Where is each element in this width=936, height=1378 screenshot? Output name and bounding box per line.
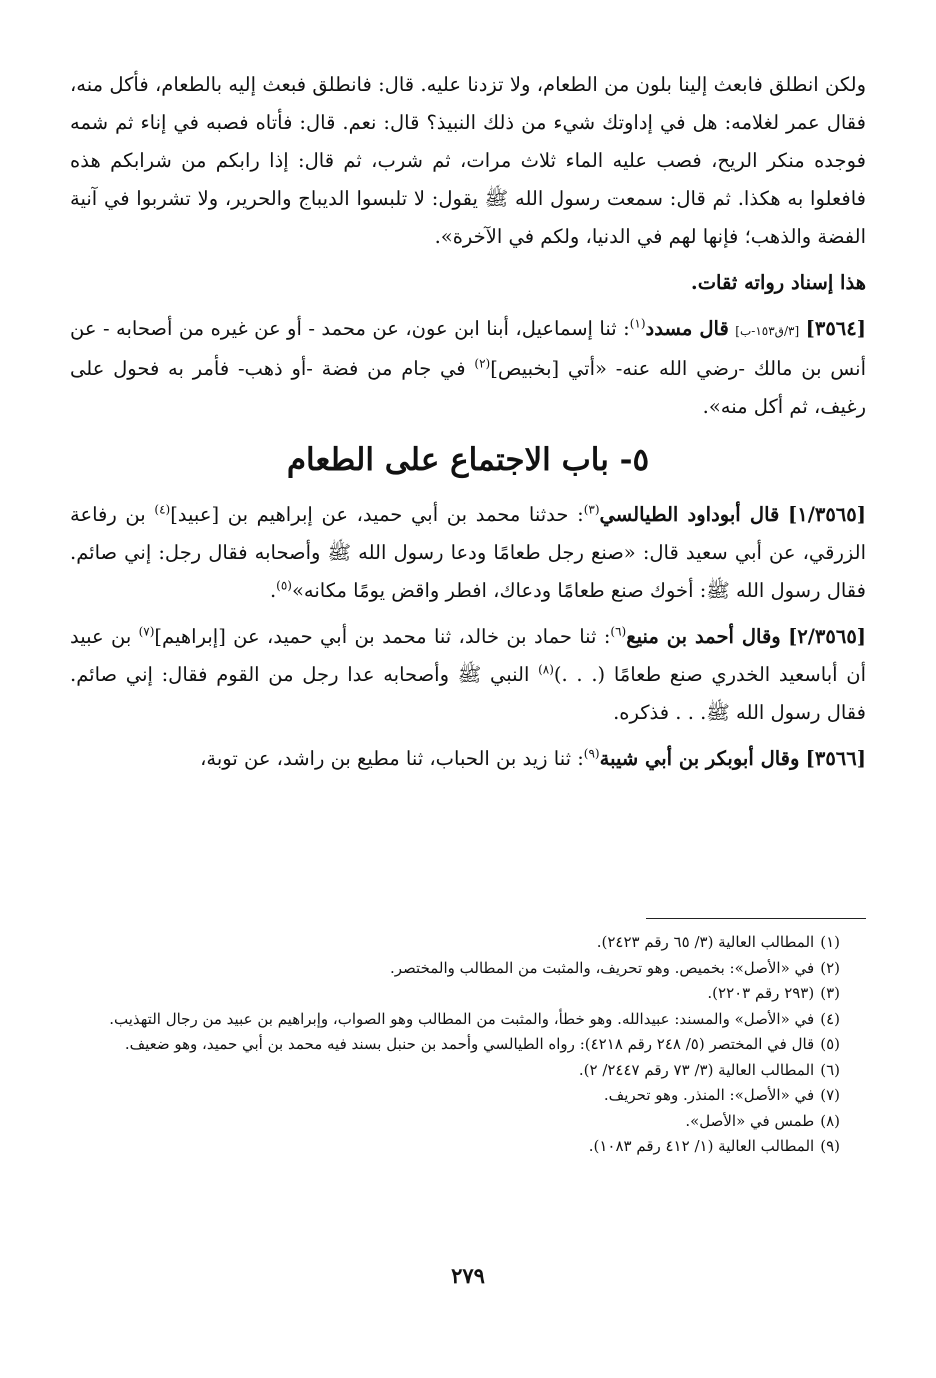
footnote-number: (٩) bbox=[820, 1137, 840, 1155]
narrator-name: قال مسدد bbox=[645, 317, 729, 340]
hadith-text: : ثنا زيد بن الحباب، ثنا مطيع بن راشد، عن توبة، bbox=[200, 747, 584, 770]
narrator-name: قال أبوداود الطيالسي bbox=[599, 503, 780, 526]
hadith-text: بن عبيد أن أباسعيد الخدري صنع طعامًا (. . .) bbox=[70, 625, 866, 686]
footnote-text: في «الأصل»: بخميص. وهو تحريف، والمثبت من المطالب والمختصر. bbox=[390, 958, 815, 977]
footnote-marker: (٩) bbox=[583, 746, 600, 761]
hadith-text: بن رفاعة الزرقي، عن أبي سعيد قال: «صنع رجل طعامًا ودعا رسول الله ﷺ وأصحابه فقال رجل: إني صائم. فقال رسول الله ﷺ: أخوك صنع طعامًا ودعاك، افطر واقض يومًا مكانه» bbox=[70, 503, 866, 602]
footnote-marker: (٤) bbox=[154, 502, 171, 517]
footnote-marker: (٨) bbox=[538, 662, 554, 677]
main-text bbox=[70, 66, 866, 786]
footnote-number: (٧) bbox=[820, 1086, 840, 1104]
manuscript-ref: [٣/ق١٥٣-ب] bbox=[735, 324, 800, 338]
footnote-marker: (٥) bbox=[276, 578, 292, 593]
footnote-item bbox=[70, 1109, 840, 1135]
footnote-text: المطالب العالية (٣/ ٦٥ رقم ٢٤٢٣). bbox=[596, 933, 815, 951]
hadith-text: في جام من فضة -أو ذهب- فأمر به فحول على رغيف، ثم أكل منه». bbox=[70, 357, 866, 418]
footnote-item bbox=[70, 1058, 840, 1084]
hadith-entry-3564 bbox=[70, 310, 866, 426]
hadith-number: [٣٥٦٤] bbox=[805, 317, 866, 340]
footnote-marker: (٧) bbox=[138, 624, 155, 639]
footnote-item bbox=[70, 1134, 840, 1160]
footnote-number: (٥) bbox=[820, 1035, 840, 1053]
hadith-text: : ثنا إسماعيل، أبنا ابن عون، عن محمد - أو عن غيره من أصحابه - عن أنس بن مالك -رضي الله عنه- «أتي [بخبيص] bbox=[70, 317, 867, 380]
footnote-text: (٢٩٣ رقم ٢٢٠٣). bbox=[707, 984, 815, 1002]
footnote-text: المطالب العالية (٣/ ٧٣ رقم ٢٤٤٧/ ٢). bbox=[578, 1060, 815, 1079]
footnote-number: (٣) bbox=[820, 984, 840, 1002]
footnote-number: (٨) bbox=[820, 1111, 840, 1130]
footnote-marker: (٦) bbox=[610, 624, 627, 639]
footnote-marker: (١) bbox=[629, 316, 646, 331]
footnote-number: (١) bbox=[820, 933, 840, 951]
hadith-number: [٣٥٦٦] bbox=[805, 747, 866, 770]
hadith-text: . bbox=[269, 579, 277, 602]
hadith-number: [٢/٣٥٦٥] bbox=[788, 625, 867, 648]
chapter-heading: ٥- باب الاجتماع على الطعام bbox=[286, 442, 650, 478]
footnote-item bbox=[70, 956, 840, 982]
hadith-text: : حدثنا محمد بن أبي حميد، عن إبراهيم بن [عبيد] bbox=[170, 503, 584, 526]
narrator-name: وقال أحمد بن منيع bbox=[626, 625, 781, 648]
footnote-item bbox=[70, 1007, 840, 1033]
footnote-number: (٢) bbox=[820, 958, 840, 977]
isnad-grading: هذا إسناد رواته ثقات. bbox=[690, 271, 866, 294]
hadith-text: النبي ﷺ وأصحابه عدا رجل من القوم فقال: إني صائم. فقال رسول الله ﷺ. . . فذكره. bbox=[70, 663, 866, 724]
footnote-text: في «الأصل» والمسند: عبيدالله. وهو خطأ، والمثبت من المطالب وهو الصواب، وإبراهيم بن عبيد من رجال التهذيب. bbox=[109, 1009, 815, 1028]
footnotes bbox=[70, 930, 840, 1160]
narrator-name: وقال أبوبكر بن أبي شيبة bbox=[599, 747, 800, 770]
paragraph-hadith-continuation: ولكن انطلق فابعث إلينا بلون من الطعام، ولا تزدنا عليه. قال: فانطلق فبعث إليه بالطعام، فأكل منه، فقال عمر لغلامه: هل في إداوتك شيء من ذلك النبيذ؟ قال: نعم. قال: فأتاه فصبه في إناء ثم شمه فوجده منكر الريح، فصب عليه الماء ثلاث مرات، ثم شرب، ثم قال: إذا رابكم من شرابكم هذه فافعلوا به هكذا. ثم قال: سمعت رسول الله ﷺ يقول: لا تلبسوا الديباج والحرير، ولا تشربوا في آنية الفضة والذهب؛ فإنها لهم في الدنيا، ولكم في الآخرة». bbox=[70, 73, 866, 248]
footnote-item bbox=[70, 981, 840, 1007]
footnote-item bbox=[70, 930, 840, 956]
footnote-number: (٤) bbox=[820, 1009, 840, 1028]
footnote-marker: (٣) bbox=[583, 502, 600, 517]
footnote-item bbox=[70, 1083, 840, 1109]
footnote-divider bbox=[646, 918, 866, 919]
footnote-text: طمس في «الأصل». bbox=[685, 1111, 815, 1130]
hadith-entry-3566 bbox=[70, 740, 866, 778]
footnote-text: قال في المختصر (٥/ ٢٤٨ رقم ٤٢١٨): رواه الطيالسي وأحمد بن حنبل بسند فيه محمد بن أبي حميد، وهو ضعيف. bbox=[124, 1035, 815, 1053]
hadith-entry-3565-1 bbox=[70, 496, 866, 610]
footnote-marker: (٢) bbox=[474, 356, 491, 371]
footnote-text: المطالب العالية (١/ ٤١٢ رقم ١٠٨٣). bbox=[588, 1137, 815, 1155]
footnote-number: (٦) bbox=[820, 1060, 840, 1079]
page-number: ٢٧٩ bbox=[451, 1263, 485, 1288]
hadith-text: : ثنا حماد بن خالد، ثنا محمد بن أبي حميد، عن [إبراهيم] bbox=[154, 625, 611, 648]
hadith-entry-3565-2 bbox=[70, 618, 866, 732]
footnote-item bbox=[70, 1032, 840, 1058]
footnote-text: في «الأصل»: المنذر. وهو تحريف. bbox=[603, 1086, 815, 1104]
hadith-number: [١/٣٥٦٥] bbox=[788, 503, 866, 526]
